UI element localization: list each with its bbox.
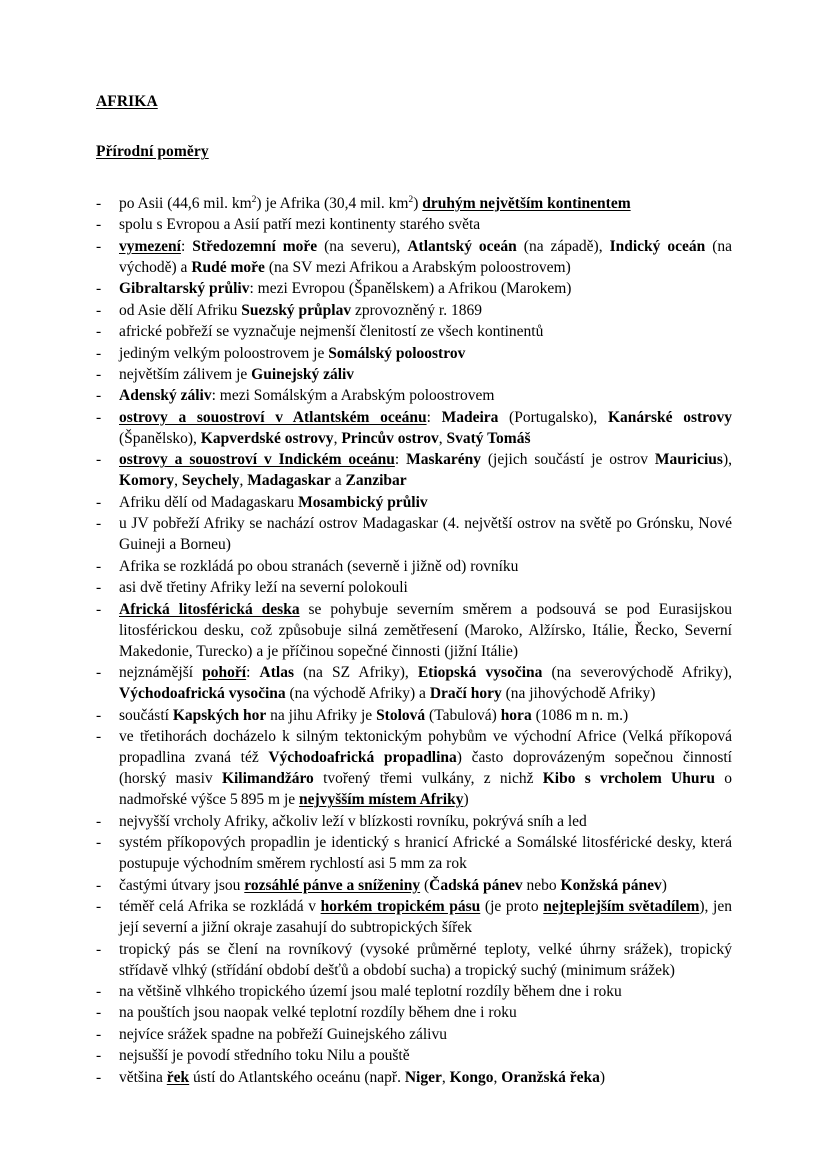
list-item-text: - po Asii (44,6 mil. $km^2$) je Afrika (30,4 mil. $km^2$) druhým největším kontinentem — [119, 193, 631, 212]
list-item-text: - Gibraltarský průliv: mezi Evropou (Španělskem) a Afrikou (Marokem) — [119, 280, 572, 298]
list-item — [96, 1002, 732, 1023]
list-item-text: - nejsušší je povodí středního toku Nilu a pouště — [119, 1047, 410, 1065]
list-item — [96, 832, 732, 874]
list-item — [96, 1067, 732, 1088]
list-item-text: - vymezení: Středozemní moře (na severu), Atlantský oceán (na západě), Indický oceán (na východě) a Rudé moře (na SV mezi Afrikou a Arabským poloostrovem) — [119, 237, 733, 276]
list-item-text: - na pouštích jsou naopak velké teplotní rozdíly během dne i roku — [119, 1004, 517, 1022]
list-item — [96, 577, 732, 598]
list-item — [96, 875, 732, 896]
list-item — [96, 449, 732, 491]
list-item — [96, 278, 732, 299]
list-item-text: - ve třetihorách docházelo k silným tektonickým pohybům ve východní Africe (Velká příkopová propadlina zvaná též Východoafrická propadlina) často doprovázeným sopečnou činností (horský masiv Kilimandžáro tvořený třemi vulkány, z nichž Kibo s vrcholem Uhuru o nadmořské výšce 5 895 m je nejvyšším místem Afriky) — [119, 728, 732, 809]
list-item — [96, 492, 732, 513]
bullet-list — [96, 193, 732, 1088]
list-item-text: - od Asie dělí Afriku Suezský průplav zprovozněný r. 1869 — [119, 301, 482, 319]
list-item-text: - systém příkopových propadlin je identický s hranicí Africké a Somálské litosférické desky, která postupuje východním směrem rychlostí asi 5 mm za rok — [119, 834, 732, 873]
list-item-text: - nejznámější pohoří: Atlas (na SZ Afriky), Etiopská vysočina (na severovýchodě Afriky), Východoafrická vysočina (na východě Afriky) a Dračí hory (na jihovýchodě Afriky) — [119, 664, 733, 703]
list-item — [96, 385, 732, 406]
list-item — [96, 321, 732, 342]
list-item — [96, 896, 732, 938]
list-item-text: - součástí Kapských hor na jihu Afriky je Stolová (Tabulová) hora (1086 m n. m.) — [119, 706, 629, 724]
list-item — [96, 407, 732, 449]
document-body — [96, 92, 732, 1088]
list-item — [96, 364, 732, 385]
list-item-text: - ostrovy a souostroví v Atlantském oceánu: Madeira (Portugalsko), Kanárské ostrovy (Španělsko), Kapverdské ostrovy, Princův ostrov, Svatý Tomáš — [119, 408, 732, 447]
list-item — [96, 981, 732, 1002]
list-item-text: - Adenský záliv: mezi Somálským a Arabským poloostrovem — [119, 387, 495, 405]
list-item — [96, 513, 732, 555]
list-item-text: - ostrovy a souostroví v Indickém oceánu: Maskarény (jejich součástí je ostrov Mauricius), Komory, Seychely, Madagaskar a Zanzibar — [119, 451, 732, 490]
section-heading-prirodni-pomery: Přírodní poměry — [96, 143, 209, 161]
list-item-text: - nejvyšší vrcholy Afriky, ačkoliv leží v blízkosti rovníku, pokrývá sníh a led — [119, 812, 587, 830]
list-item — [96, 236, 732, 278]
list-item — [96, 599, 732, 662]
list-item-text: - tropický pás se člení na rovníkový (vysoké průměrné teploty, velké úhrny srážek), tropický střídavě vlhký (střídání období dešťů a období sucha) a tropický suchý (minimum srážek) — [119, 940, 732, 979]
list-item — [96, 662, 732, 704]
list-item-text: - u JV pobřeží Afriky se nachází ostrov Madagaskar (4. největší ostrov na světě po Grónsku, Nové Guineji a Borneu) — [119, 515, 732, 554]
list-item-text: - africké pobřeží se vyznačuje nejmenší členitostí ze všech kontinentů — [119, 323, 544, 341]
list-item-text: - téměř celá Afrika se rozkládá v horkém tropickém pásu (je proto nejteplejším světadílem), jen její severní a jižní okraje zasahují do subtropických šířek — [119, 898, 732, 937]
list-item — [96, 726, 732, 810]
list-item-text: - na většině vlhkého tropického území jsou malé teplotní rozdíly během dne i roku — [119, 983, 622, 1001]
list-item — [96, 705, 732, 726]
list-item — [96, 193, 732, 214]
list-item-text: - častými útvary jsou rozsáhlé pánve a sníženiny (Čadská pánev nebo Konžská pánev) — [119, 876, 667, 894]
list-item — [96, 343, 732, 364]
list-item — [96, 214, 732, 235]
list-item-text: - jediným velkým poloostrovem je Somálský poloostrov — [119, 344, 466, 362]
list-item — [96, 1024, 732, 1045]
list-item — [96, 811, 732, 832]
list-item — [96, 300, 732, 321]
list-item-text: - nejvíce srážek spadne na pobřeží Guinejského zálivu — [119, 1025, 447, 1043]
list-item-text: - největším zálivem je Guinejský záliv — [119, 366, 355, 384]
page-title: AFRIKA — [96, 93, 158, 110]
list-item-text: - asi dvě třetiny Afriky leží na severní polokouli — [119, 579, 408, 597]
list-item-text: - spolu s Evropou a Asií patří mezi kontinenty starého světa — [119, 216, 481, 234]
list-item-text: - Afriku dělí od Madagaskaru Mosambický průliv — [119, 493, 428, 511]
list-item — [96, 939, 732, 981]
list-item-text: - většina řek ústí do Atlantského oceánu (např. Niger, Kongo, Oranžská řeka) — [119, 1068, 606, 1086]
list-item — [96, 1045, 732, 1066]
list-item-text: - Afrika se rozkládá po obou stranách (severně i jižně od) rovníku — [119, 557, 519, 575]
list-item — [96, 556, 732, 577]
list-item-text: - Africká litosférická deska se pohybuje severním směrem a podsouvá se pod Eurasijskou litosférickou desku, což způsobuje silná zemětřesení (Maroko, Alžírsko, Itálie, Řecko, Severní Makedonie, Turecko) a je příčinou sopečné činnosti (jižní Itálie) — [119, 600, 732, 660]
